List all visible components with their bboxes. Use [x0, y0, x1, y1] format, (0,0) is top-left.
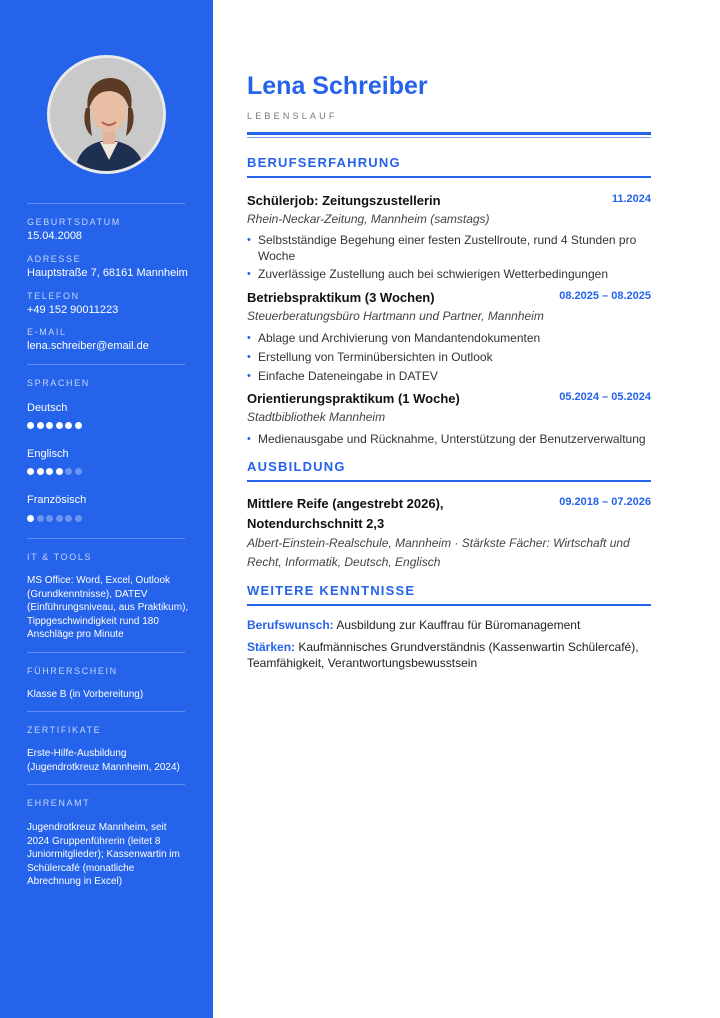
level-dot — [37, 422, 44, 429]
education-organization: Albert-Einstein-Realschule, Mannheim · Stärkste Fächer: Wirtschaft und Recht, Informatik, Deutsch, Englisch — [247, 536, 630, 569]
job-date: 11.2024 — [611, 193, 651, 205]
level-dot — [46, 468, 53, 475]
address-label: ADRESSE — [27, 254, 82, 264]
license-title: FÜHRERSCHEIN — [27, 666, 118, 676]
certificates-title: ZERTIFIKATE — [27, 725, 102, 735]
job-title: Schülerjob: Zeitungszustellerin — [247, 193, 441, 208]
job-bullet: • Selbstständige Begehung einer festen Zustellroute, rund 4 Stunden pro Woche — [247, 232, 647, 264]
section-rule — [247, 480, 651, 482]
level-dot — [65, 468, 72, 475]
level-dot — [75, 515, 82, 522]
level-dot — [27, 422, 34, 429]
sidebar — [0, 0, 213, 1018]
level-dot — [56, 422, 63, 429]
career-wish-label: Berufswunsch: — [247, 618, 334, 632]
address-value: Hauptstraße 7, 68161 Mannheim — [27, 267, 188, 279]
skills-title: WEITERE KENNTNISSE — [247, 583, 416, 598]
strengths — [247, 639, 651, 671]
language-name: Deutsch — [27, 402, 68, 414]
experience-title: BERUFSERFAHRUNG — [247, 155, 401, 170]
level-dot — [27, 515, 34, 522]
level-dot — [75, 468, 82, 475]
volunteer-title: EHRENAMT — [27, 798, 91, 808]
job-bullet: • Erstellung von Terminübersichten in Outlook — [247, 349, 651, 365]
education-degree: Mittlere Reife (angestrebt 2026), Notendurchschnitt 2,3 — [247, 496, 444, 531]
level-dot — [75, 422, 82, 429]
it-tools-title: IT & TOOLS — [27, 552, 93, 562]
language-name: Französisch — [27, 494, 87, 506]
level-dot — [46, 422, 53, 429]
sidebar-divider — [27, 364, 185, 365]
license-text: Klasse B (in Vorbereitung) — [27, 689, 144, 700]
email-label: E-MAIL — [27, 327, 67, 337]
level-dot — [65, 515, 72, 522]
job-date: 08.2025 – 08.2025 — [559, 290, 651, 302]
email-value: lena.schreiber@email.de — [27, 340, 149, 352]
phone-label: TELEFON — [27, 291, 80, 301]
birthdate-label: GEBURTSDATUM — [27, 217, 121, 227]
languages-title: SPRACHEN — [27, 378, 90, 388]
job-bullet: • Ablage und Archivierung von Mandantendokumenten — [247, 330, 651, 346]
language-level — [27, 468, 82, 475]
strengths-label: Stärken: — [247, 640, 296, 654]
profile-photo — [47, 55, 166, 174]
education-title: AUSBILDUNG — [247, 459, 346, 474]
job-bullet: • Zuverlässige Zustellung auch bei schwierigen Wetterbedingungen — [247, 266, 651, 282]
strengths-text: Kaufmännisches Grundverständnis (Kassenwartin Schülercafé), Teamfähigkeit, Verantwortungsbewusstsein — [247, 640, 639, 670]
job-title: Betriebspraktikum (3 Wochen) — [247, 290, 435, 305]
section-rule — [247, 604, 651, 606]
sidebar-divider — [27, 538, 185, 539]
job-organization: Stadtbibliothek Mannheim — [247, 410, 386, 424]
sidebar-divider — [27, 711, 185, 712]
job-date: 05.2024 – 05.2024 — [559, 391, 651, 403]
job-bullet: • Einfache Dateneingabe in DATEV — [247, 368, 651, 384]
level-dot — [37, 515, 44, 522]
job-title: Orientierungspraktikum (1 Woche) — [247, 391, 460, 406]
level-dot — [65, 422, 72, 429]
level-dot — [37, 468, 44, 475]
language-name: Englisch — [27, 448, 69, 460]
education-date: 09.2018 – 07.2026 — [559, 496, 651, 508]
level-dot — [56, 468, 63, 475]
language-level — [27, 422, 82, 429]
sidebar-divider — [27, 203, 185, 204]
birthdate-value: 15.04.2008 — [27, 230, 83, 242]
it-tools-text: MS Office: Word, Excel, Outlook (Grundkenntnisse), DATEV (Einführungsniveau, aus Praktikum), Tippgeschwindigkeit rund 180 Anschläge pro Minute — [27, 575, 189, 641]
volunteer-text: Jugendrotkreuz Mannheim, seit 2024 Gruppenführerin (leitet 8 Juniormitglieder); Kassenwartin im Schülercafé (monatliche Abrechnung in Excel) — [27, 822, 180, 888]
certificates-text: Erste-Hilfe-Ausbildung (Jugendrotkreuz Mannheim, 2024) — [27, 748, 180, 773]
sidebar-divider — [27, 652, 185, 653]
level-dot — [27, 468, 34, 475]
document-subtitle: LEBENSLAUF — [247, 111, 338, 121]
section-rule — [247, 176, 651, 178]
portrait-icon — [50, 58, 166, 174]
career-wish — [247, 617, 651, 633]
header-rule-thin — [247, 137, 651, 138]
career-wish-text: Ausbildung zur Kauffrau für Büromanagement — [336, 618, 581, 632]
phone-value: +49 152 90011223 — [27, 304, 119, 316]
job-organization: Steuerberatungsbüro Hartmann und Partner, Mannheim — [247, 309, 544, 323]
sidebar-divider — [27, 784, 185, 785]
job-bullet: • Medienausgabe und Rücknahme, Unterstützung der Benutzerverwaltung — [247, 431, 651, 447]
language-level — [27, 515, 82, 522]
header-rule — [247, 132, 651, 135]
level-dot — [56, 515, 63, 522]
level-dot — [46, 515, 53, 522]
job-organization: Rhein-Neckar-Zeitung, Mannheim (samstags) — [247, 212, 490, 226]
candidate-name: Lena Schreiber — [247, 72, 428, 100]
